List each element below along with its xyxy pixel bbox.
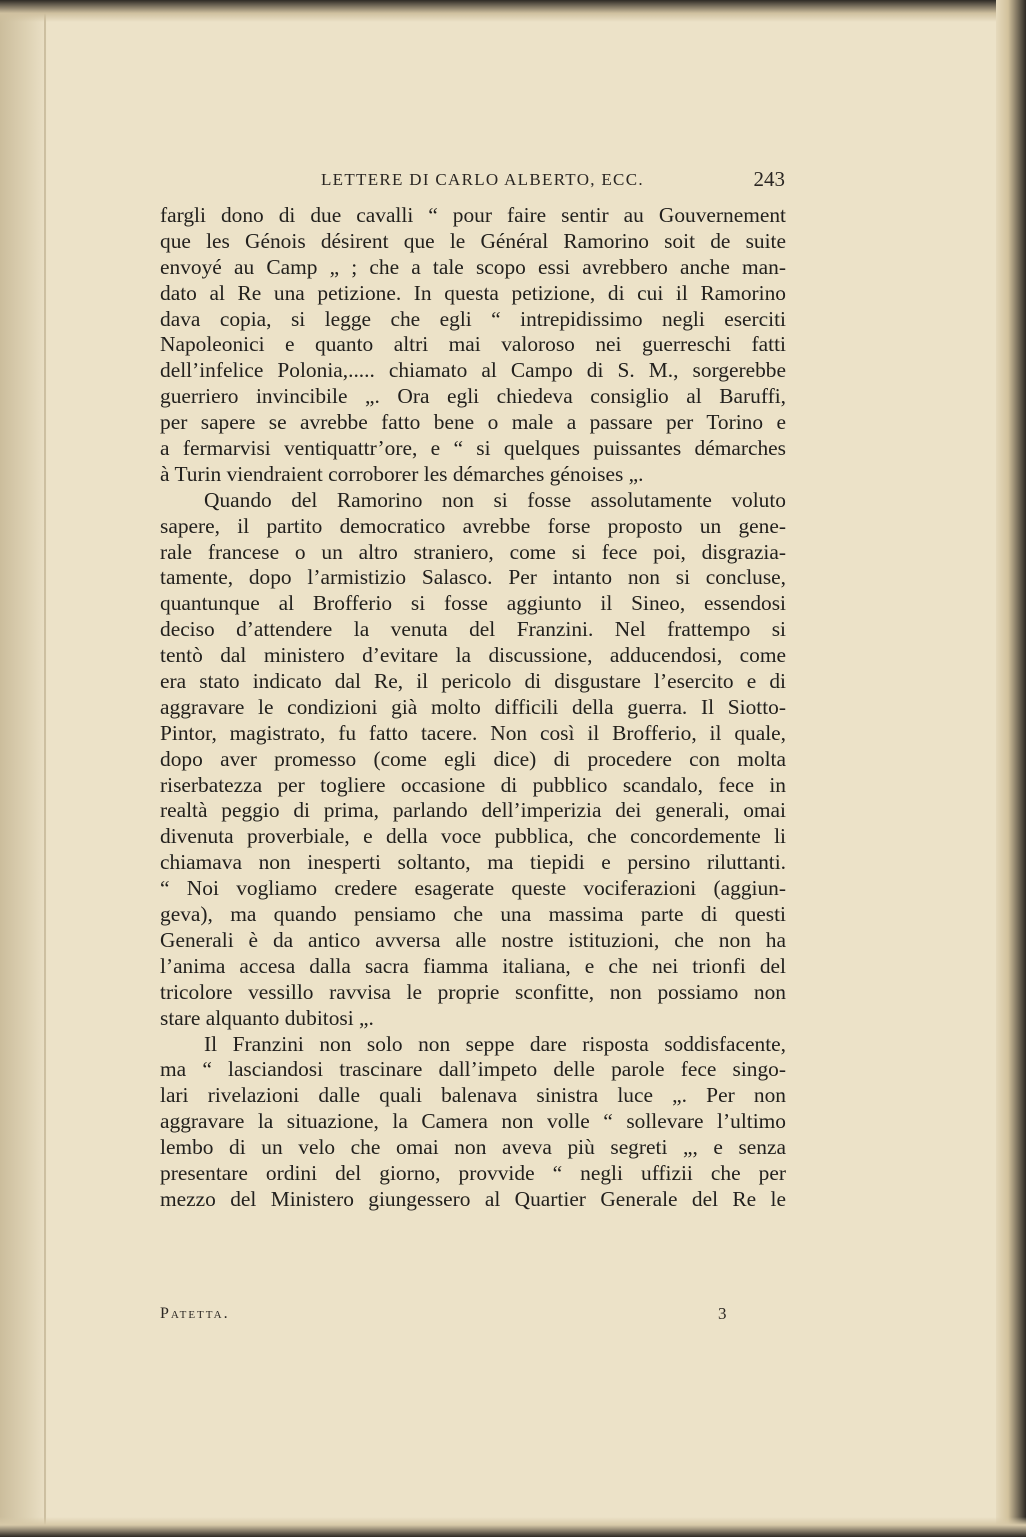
text-line: stare alquanto dubitosi „. <box>160 1005 374 1030</box>
text-line: Napoleonici e quanto altri mai valoroso nei guerreschi fatti <box>160 332 786 357</box>
bottom-page-edge <box>0 1517 1026 1537</box>
text-line: divenuta proverbiale, e della voce pubblica, che concordemente li <box>160 824 786 849</box>
text-line: tentò dal ministero d’evitare la discussione, adducendosi, come <box>160 643 786 668</box>
text-line: chiamava non inesperti soltanto, ma tiepidi e persino riluttanti. <box>160 850 786 875</box>
text-line: geva), ma quando pensiamo che una massima parte di questi <box>160 902 786 927</box>
text-line: riserbatezza per togliere occasione di pubblico scandalo, fece in <box>160 772 786 797</box>
printer-signature: Patetta. <box>160 1305 230 1322</box>
text-line: realtà peggio di prima, parlando dell’imperizia dei generali, omai <box>160 798 786 823</box>
page-number: 243 <box>753 167 785 191</box>
text-line: aggravare la situazione, la Camera non volle “ sollevare l’ultimo <box>160 1109 786 1134</box>
text-line: Quando del Ramorino non si fosse assolutamente voluto <box>204 487 786 512</box>
text-line: quantunque al Brofferio si fosse aggiunto il Sineo, essendosi <box>160 591 786 616</box>
running-head <box>160 167 785 194</box>
text-line: que les Génois désirent que le Général Ramorino soit de suite <box>160 228 786 253</box>
text-line: per sapere se avrebbe fatto bene o male a passare per Torino e <box>160 410 786 435</box>
text-line: Pintor, magistrato, fu fatto tacere. Non così il Brofferio, il quale, <box>160 720 786 745</box>
text-line: era stato indicato dal Re, il pericolo di disgustare l’esercito e di <box>160 669 786 694</box>
text-line: deciso d’attendere la venuta del Franzini. Nel frattempo si <box>160 617 786 642</box>
text-line: aggravare le condizioni già molto difficili della guerra. Il Siotto- <box>160 694 786 719</box>
text-line: tamente, dopo l’armistizio Salasco. Per intanto non si concluse, <box>160 565 786 590</box>
text-line: fargli dono di due cavalli “ pour faire sentir au Gouvernement <box>160 203 786 227</box>
text-line: lembo di un velo che omai non aveva più segreti „, e senza <box>160 1135 786 1160</box>
text-line: guerriero invincibile „. Ora egli chiedeva consiglio al Baruffi, <box>160 384 786 409</box>
top-page-edge <box>0 0 1026 22</box>
text-line: mezzo del Ministero giungessero al Quartier Generale del Re le <box>160 1186 786 1211</box>
sheet-number: 3 <box>718 1304 727 1323</box>
text-line: dopo aver promesso (come egli dice) di procedere con molta <box>160 746 786 771</box>
text-line: sapere, il partito democratico avrebbe forse proposto un gene- <box>160 513 786 538</box>
running-title: LETTERE DI CARLO ALBERTO, ECC. <box>321 170 644 189</box>
text-line: Generali è da antico avversa alle nostre istituzioni, che non ha <box>160 927 786 952</box>
text-line: presentare ordini del giorno, provvide “ negli uffizii che per <box>160 1160 786 1185</box>
text-line: dava copia, si legge che egli “ intrepidissimo negli eserciti <box>160 306 786 331</box>
text-line: dato al Re una petizione. In questa petizione, di cui il Ramorino <box>160 280 786 305</box>
body-text <box>160 203 786 1213</box>
text-line: a fermarvisi ventiquattr’ore, e “ si quelques puissantes démarches <box>160 436 786 461</box>
text-line: Il Franzini non solo non seppe dare risposta soddisfacente, <box>204 1031 786 1056</box>
text-line: tricolore vessillo ravvisa le proprie sconfitte, non possiamo non <box>160 979 786 1004</box>
right-page-edge <box>996 0 1026 1537</box>
text-line: ma “ lasciandosi trascinare dall’impeto delle parole fece singo- <box>160 1057 786 1082</box>
text-line: l’anima accesa dalla sacra fiamma italiana, e che nei trionfi del <box>160 953 786 978</box>
text-line: lari rivelazioni dalle quali balenava sinistra luce „. Per non <box>160 1083 786 1108</box>
text-line: dell’infelice Polonia,..... chiamato al Campo di S. M., sorgerebbe <box>160 358 786 383</box>
text-line: “ Noi vogliamo credere esagerate queste vociferazioni (aggiun- <box>160 876 786 901</box>
gutter-fold <box>44 0 46 1537</box>
text-line: envoyé au Camp „ ; che a tale scopo essi avrebbero anche man- <box>160 254 786 279</box>
spine-shadow <box>0 0 48 1537</box>
page-footer <box>160 1305 785 1329</box>
text-line: rale francese o un altro straniero, come si fece poi, disgrazia- <box>160 539 786 564</box>
text-line: à Turin viendraient corroborer les démarches génoises „. <box>160 461 644 486</box>
